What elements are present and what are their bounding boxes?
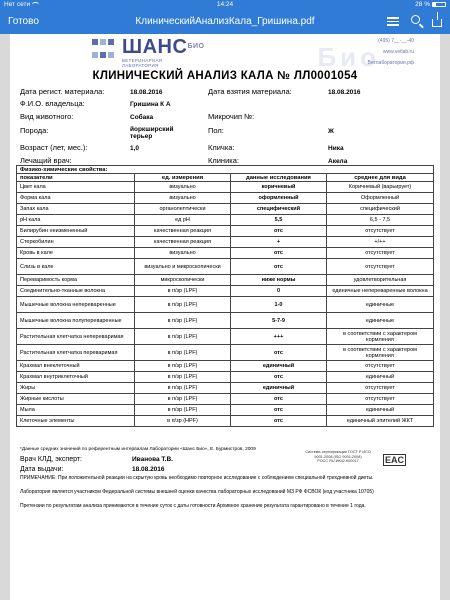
cell-norm: удовлетворительная [327,275,434,286]
col-header-param: показатели [17,174,135,182]
cell-unit: качественная реакция [135,226,231,237]
cell-param: Переваримость корма [17,275,135,286]
nickname-row: Кличка: Ника [208,143,344,152]
cell-norm: единичный [327,372,434,383]
cell-result: коричневый [231,182,327,193]
eac-mark: EAC [385,455,405,465]
cell-norm: в соответствии с характером кормления [327,345,434,361]
cell-result: отс [231,259,327,275]
cell-norm: единичные [327,297,434,313]
cell-param: Запах кала [17,204,135,215]
logo-sub-1: ВЕТЕРИНАРНАЯ [122,58,163,63]
lab-phone: (495) 7__-__-40 [378,38,414,44]
table-row [17,237,434,248]
cell-result: специфический [231,204,327,215]
lab-email: Ветлаборатория.рф [367,60,414,66]
pdf-page [10,34,440,600]
cell-norm: в соответствии с характером кормления [327,329,434,345]
table-row [17,286,434,297]
owner-row: Ф.И.О. владельца: Гришина К А [20,99,171,108]
cert-text: Система сертификации ГОСТ Р ИСО 9001-2008 (ISO 9001:2008) РОСС RU.ИК42.К00017 [305,450,371,463]
cell-unit: визуально [135,193,231,204]
logo-sub-2: ЛАБОРАТОРИЯ [122,63,159,68]
cell-norm: единичные [327,313,434,329]
cell-result: 1-0 [231,297,327,313]
age-row: Возраст (лет, мес.): 1,0 [20,143,140,152]
table-row [17,275,434,286]
logo-mark-icon [92,39,118,63]
section-title: Физико-химические свойства: [17,166,434,174]
cell-unit: визуально [135,182,231,193]
cell-norm: отсутствует [327,248,434,259]
lab-quality-text: Лаборатория является участником Федеральной системы внешней оценки качества лабораторных исследований МЗ РФ ФСВОК (код участника 10705) [20,489,374,495]
cell-result: 5-7-9 [231,313,327,329]
cell-param: Цвет кала [17,182,135,193]
cell-param: Билирубин неизмененный [17,226,135,237]
table-row [17,313,434,329]
cell-result: отс [231,372,327,383]
cell-param: Мышечные волокна непереваренные [17,297,135,313]
table-row [17,345,434,361]
share-icon[interactable] [432,19,442,27]
cell-param: Растительная клетчатка переваримая [17,345,135,361]
cell-result: +++ [231,329,327,345]
claims-text: Претензии по результатам анализа принимаются в течение суток с даты готовности.Архивное хранение результата гарантировано в течение 1 года. [20,503,366,509]
navigation-bar [0,10,450,34]
cell-unit: в п/зр (HPF) [135,416,231,427]
cell-param: Мышечные волокна полупереваренные [17,313,135,329]
cell-param: Растительная клетчатка непереваримая [17,329,135,345]
issue-date: 18.08.2016 [132,466,165,473]
battery-icon [432,2,446,7]
table-row [17,182,434,193]
cell-result: отс [231,416,327,427]
search-icon[interactable] [411,15,420,24]
cell-result: отс [231,345,327,361]
cell-norm: отсутствует [327,226,434,237]
cell-param: Жирные кислоты [17,394,135,405]
done-button[interactable]: Готово [8,16,39,27]
cell-norm: Оформленный [327,193,434,204]
col-header-norm: среднее для вида [327,174,434,182]
table-row [17,204,434,215]
table-row [17,416,434,427]
table-row [17,405,434,416]
clinic-row: Клиника: Акела [208,156,348,165]
cell-norm: единичный эпителий ЖКТ [327,416,434,427]
table-row [17,394,434,405]
cell-unit: в п/зр (LPF) [135,394,231,405]
cell-norm: отсутствует [327,259,434,275]
table-row [17,226,434,237]
table-row [17,215,434,226]
reference-note: *Данные средних значений по референтным интервалам Лаборатории «Шанс Био», Е. Бурмистров, 2009 [20,447,256,452]
logo-bio: БИО [187,43,205,50]
cell-result: 5,5 [231,215,327,226]
cell-unit: микроскопически [135,275,231,286]
species-row: Вид животного: Собака [20,112,154,121]
table-row [17,297,434,313]
cell-result: единичный [231,361,327,372]
cell-unit: визуально и микроскопически [135,259,231,275]
cell-unit: в п/зр (LPF) [135,313,231,329]
cell-norm: специфический [327,204,434,215]
cell-param: pH кала [17,215,135,226]
sex-row: Пол: Ж [208,126,334,135]
cell-param: Соединительно-тканные волокна [17,286,135,297]
cell-unit: в п/зр (LPF) [135,329,231,345]
col-header-unit: ед. измерения [135,174,231,182]
cell-param: Мыла [17,405,135,416]
cell-norm: Коричневый (варьирует) [327,182,434,193]
doctor-label: Врач КЛД, эксперт: [20,456,82,463]
list-icon[interactable] [387,15,399,27]
cell-result: + [231,237,327,248]
cell-param: Форма кала [17,193,135,204]
logo-name: ШАНС [122,36,188,58]
cell-param: Стеркобилин [17,237,135,248]
issue-label: Дата выдачи: [20,466,64,473]
carrier-status: Нет сети [4,1,39,8]
cell-norm: отсутствует [327,361,434,372]
cell-norm: единичные непереваренные волокна [327,286,434,297]
cell-unit: в п/зр (LPF) [135,383,231,394]
cell-result: отс [231,405,327,416]
cell-param: Клеточные элементы [17,416,135,427]
watermark: Био [317,42,380,72]
cell-norm: отсутствует [327,383,434,394]
doctor-name: Иванова Т.В. [132,456,173,463]
cell-unit: органолептически [135,204,231,215]
table-row [17,329,434,345]
analysis-title: КЛИНИЧЕСКИЙ АНАЛИЗ КАЛА № ЛЛ0001054 [92,70,358,82]
remark-text: ПРИМЕЧАНИЕ: При положительной реакции на скрытую кровь необходимо повторное исследование с соблюдением специальной трехдневной диеты. [20,475,374,481]
cell-unit: визуально [135,248,231,259]
cell-result: отс [231,226,327,237]
lab-site: www.vetlab.ru [382,49,414,55]
cell-result: ниже нормы [231,275,327,286]
cell-norm: единичный [327,405,434,416]
cell-unit: в п/зр (LPF) [135,361,231,372]
clock: 14:24 [216,1,234,8]
cell-param: Кровь в кале [17,248,135,259]
cell-unit: ед pH [135,215,231,226]
breed-row: Порода: йоркширский терьер [20,126,174,140]
cell-unit: в п/зр (LPF) [135,405,231,416]
cell-unit: в п/зр (LPF) [135,297,231,313]
reg-date-row: Дата регист. материала: 18.08.2016 [20,87,163,96]
cell-param: Слизь в кале [17,259,135,275]
cell-param: Жиры [17,383,135,394]
cell-unit: качественная реакция [135,237,231,248]
table-row [17,361,434,372]
cell-norm: +/++ [327,237,434,248]
cell-param: Крахмал внутриклеточный [17,372,135,383]
table-row [17,383,434,394]
cell-result: 0 [231,286,327,297]
results-table [16,165,434,427]
col-header-result: данные исследования [231,174,327,182]
cell-result: отс [231,394,327,405]
table-row [17,248,434,259]
doctor-row: Лечащий врач: [20,156,72,165]
lab-logo [92,36,204,68]
table-row [17,372,434,383]
cell-unit: в п/зр (LPF) [135,286,231,297]
status-bar [0,0,450,10]
cell-unit: в п/зр (LPF) [135,372,231,383]
cell-norm: отсутствует [327,394,434,405]
cell-unit: в п/зр (LPF) [135,345,231,361]
cell-param: Крахмал внеклеточный [17,361,135,372]
cell-result: единичный [231,383,327,394]
cell-result: отс [231,248,327,259]
table-row [17,193,434,204]
document-title: КлиническийАнализКала_Гришина.pdf [135,16,315,27]
table-row [17,259,434,275]
chip-row: Микрочип №: [208,112,255,121]
battery-status: 28 % [415,1,446,8]
take-date-row: Дата взятия материала: 18.08.2016 [208,87,361,96]
cell-result: оформленный [231,193,327,204]
cell-norm: 6,5 - 7,5 [327,215,434,226]
lab-contacts [367,36,414,69]
